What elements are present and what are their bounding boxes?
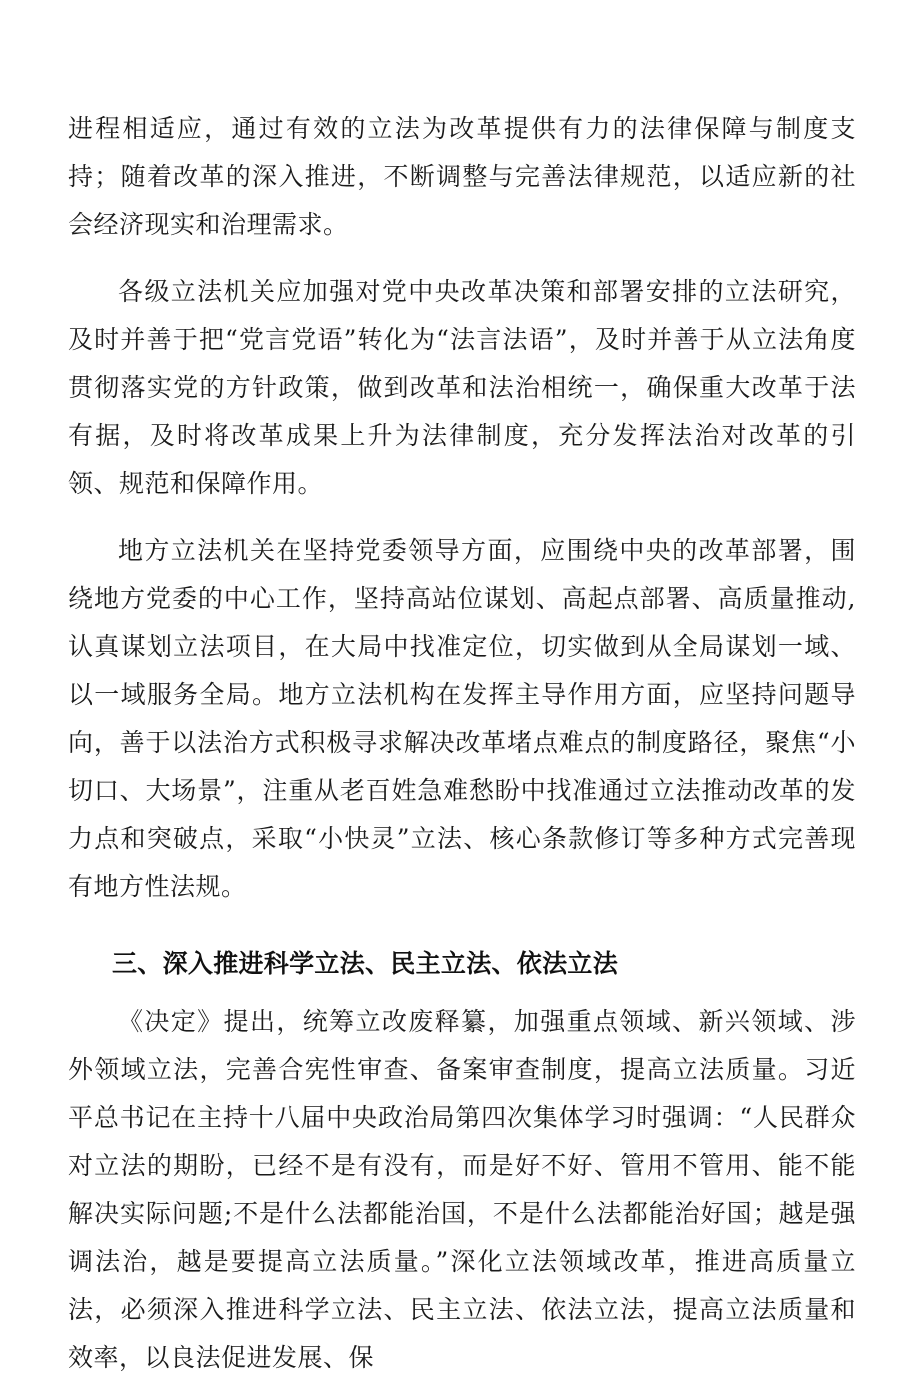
paragraph-local-legislation: 地方立法机关在坚持党委领导方面，应围绕中央的改革部署，围绕地方党委的中心工作，坚持高站位谋划、高起点部署、高质量推动,认真谋划立法项目，在大局中找准定位，切实做到从全局谋划一域、以一域服务全局。地方立法机构在发挥主导作用方面，应坚持问题导向，善于以法治方式积极寻求解决改革堵点难点的制度路径，聚焦“小切口、大场景”，注重从老百姓急难愁盼中找准通过立法推动改革的发力点和突破点，采取“小快灵”立法、核心条款修订等多种方式完善现有地方性法规。 [68,536,856,901]
paragraph-decision: 《决定》提出，统筹立改废释纂，加强重点领域、新兴领域、涉外领域立法，完善合宪性审查、备案审查制度，提高立法质量。习近平总书记在主持十八届中央政治局第四次集体学习时强调：“人民群众对立法的期盼，已经不是有没有，而是好不好、管用不管用、能不能解决实际问题;不是什么法都能治国，不是什么法都能治好国；越是强调法治，越是要提高立法质量。”深化立法领域改革，推进高质量立法，必须深入推进科学立法、民主立法、依法立法，提高立法质量和效率，以良法促进发展、保 [68,1007,856,1372]
paragraph-spacer [68,249,856,268]
paragraph-legislative-research: 各级立法机关应加强对党中央改革决策和部署安排的立法研究，及时并善于把“党言党语”转化为“法言法语”，及时并善于从立法角度贯彻落实党的方针政策，做到改革和法治相统一，确保重大改革于法有据，及时将改革成果上升为法律制度，充分发挥法治对改革的引领、规范和保障作用。 [68,277,856,498]
paragraph-continued: 进程相适应，通过有效的立法为改革提供有力的法律保障与制度支持；随着改革的深入推进，不断调整与完善法律规范，以适应新的社会经济现实和治理需求。 [68,114,856,239]
document-body [68,105,856,1382]
paragraph-spacer [68,911,856,930]
paragraph-spacer [68,508,856,527]
section-heading-three: 三、深入推进科学立法、民主立法、依法立法 [112,949,619,978]
